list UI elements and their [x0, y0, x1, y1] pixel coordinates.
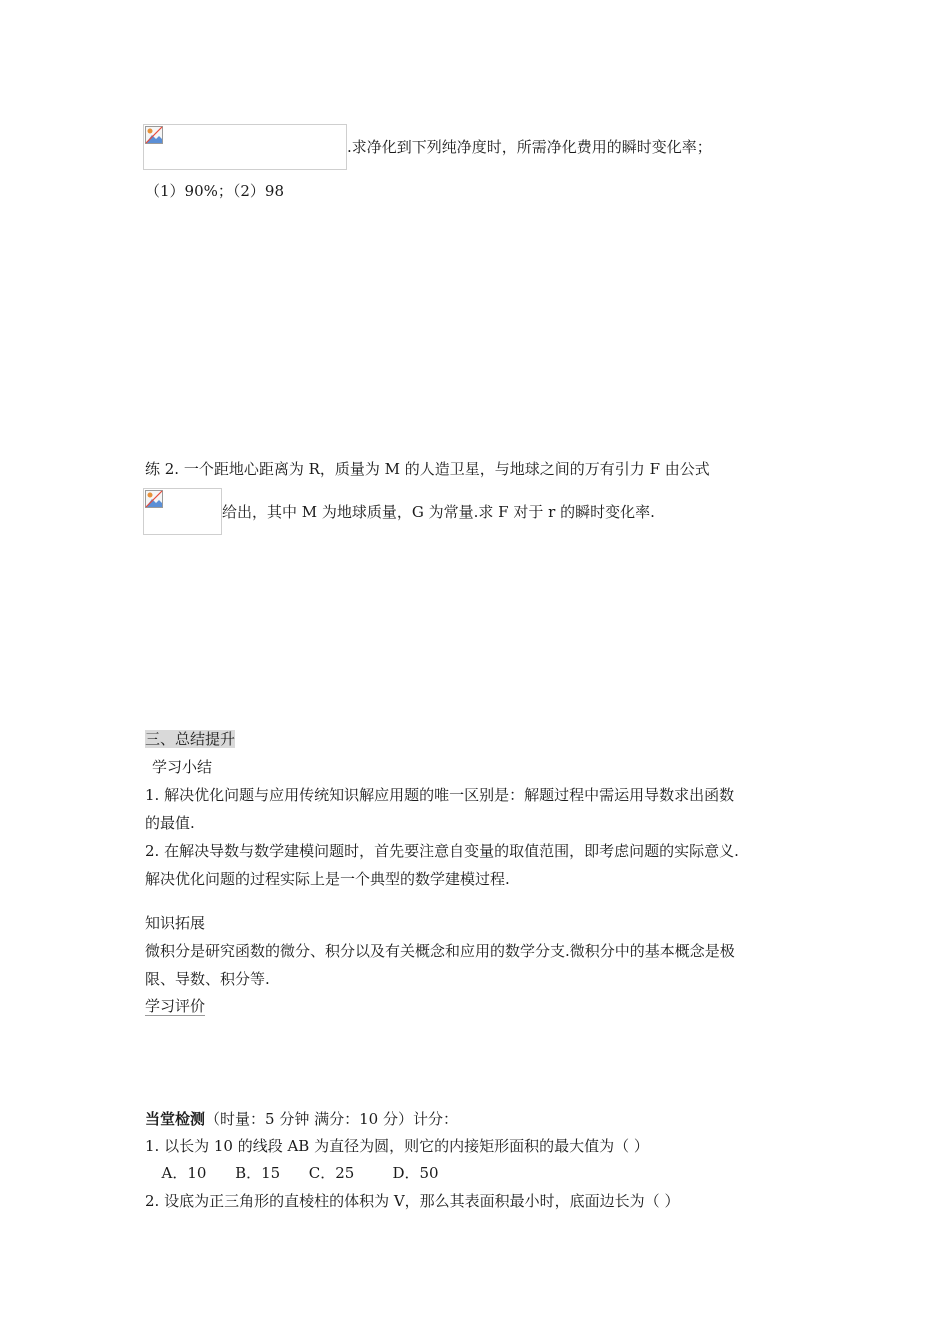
test-question-1-options: A．10 B．15 C．25 D．50: [152, 1164, 439, 1182]
test-header: [145, 1108, 458, 1130]
broken-image-icon: [145, 126, 163, 144]
knowledge-line-2: 限、导数、积分等.: [145, 970, 270, 988]
summary-subheading: 学习小结: [152, 758, 213, 776]
evaluation-heading: [145, 995, 205, 1017]
formula-image-placeholder-2: [143, 488, 222, 535]
summary-heading: [145, 728, 235, 750]
knowledge-heading: 知识拓展: [145, 914, 206, 932]
summary-item-1-line-2: 的最值.: [145, 814, 195, 832]
test-question-1: 1. 以长为 10 的线段 AB 为直径为圆，则它的内接矩形面积的最大值为（ ）: [145, 1137, 649, 1155]
test-question-2: 2. 设底为正三角形的直棱柱的体积为 V，那么其表面积最小时，底面边长为（ ）: [145, 1192, 680, 1210]
formula-image-placeholder-1: [143, 124, 347, 170]
practice-2-line-1: 练 2. 一个距地心距离为 R，质量为 M 的人造卫星，与地球之间的万有引力 F 由公式: [145, 460, 710, 478]
summary-item-2-line-1: 2. 在解决导数与数学建模问题时，首先要注意自变量的取值范围，即考虑问题的实际意义.: [145, 842, 739, 860]
knowledge-line-1: 微积分是研究函数的微分、积分以及有关概念和应用的数学分支.微积分中的基本概念是极: [145, 942, 735, 960]
summary-item-1-line-1: 1. 解决优化问题与应用传统知识解应用题的唯一区别是：解题过程中需运用导数求出函数: [145, 786, 735, 804]
broken-image-icon: [145, 490, 163, 508]
summary-heading-text: 三、总结提升: [145, 730, 236, 748]
summary-item-2-line-2: 解决优化问题的过程实际上是一个典型的数学建模过程.: [145, 870, 510, 888]
evaluation-heading-text: 学习评价: [145, 997, 206, 1015]
test-meta: （时量：5 分钟 满分：10 分）计分：: [205, 1110, 458, 1128]
practice-2-line-2: 给出，其中 M 为地球质量，G 为常量.求 F 对于 r 的瞬时变化率.: [222, 503, 655, 521]
question-subparts: （1）90%；（2）98: [145, 182, 285, 200]
test-heading: 当堂检测: [145, 1110, 206, 1128]
question-text-line: .求净化到下列纯净度时，所需净化费用的瞬时变化率；: [347, 138, 712, 156]
